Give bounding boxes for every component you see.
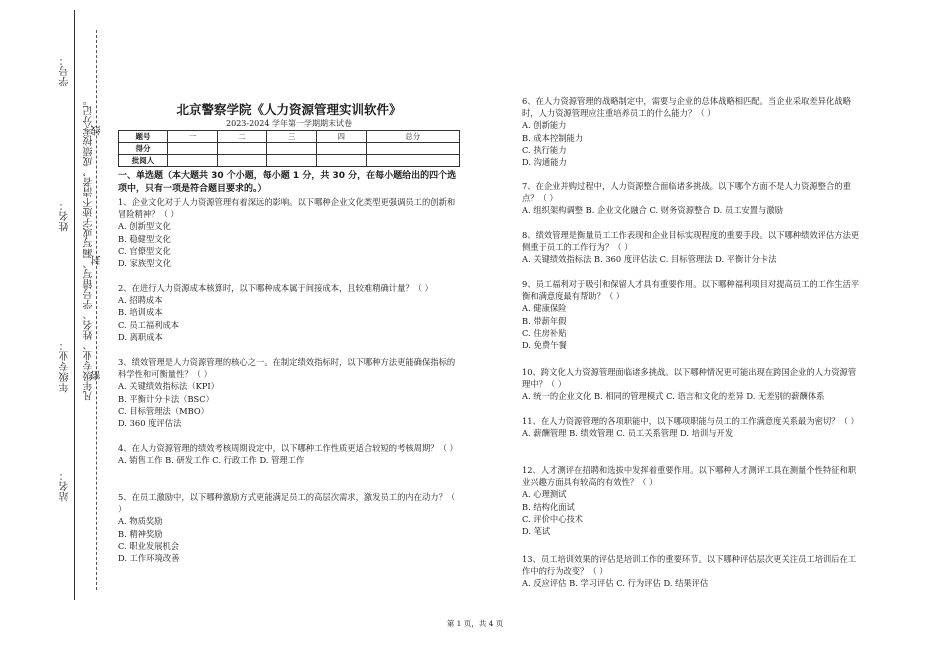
question-10: [522, 366, 864, 403]
question-13: [522, 553, 864, 590]
option: A. 关键绩效指标法（KPI）: [118, 381, 219, 392]
score-col-1: 一: [168, 131, 218, 143]
option: B. 稳健型文化: [118, 233, 171, 244]
option: A. 组织架构调整 B. 企业文化融合 C. 财务资源整合 D. 员工安置与激励: [522, 205, 783, 216]
option: D. 离职成本: [118, 331, 163, 342]
name-label: 姓名：: [60, 200, 71, 232]
option: A. 薪酬管理 B. 绩效管理 C. 员工关系管理 D. 培训与开发: [522, 428, 734, 439]
seal-word-xian: 线: [92, 125, 103, 136]
option: D. 笔试: [522, 526, 551, 537]
option: A. 反应评估 B. 学习评估 C. 行为评估 D. 结果评估: [522, 578, 709, 589]
option: A. 创新型文化: [118, 221, 171, 232]
option: D. 免费午餐: [522, 340, 567, 351]
option: B. 带薪年假: [522, 315, 567, 326]
binding-strip: [0, 0, 110, 672]
question-stem: 3、绩效管理是人力资源管理的核心之一。在制定绩效指标时，以下哪种方法更能确保指标的科学性和可衡量性？（ ）: [118, 357, 456, 380]
page-footer: 第 1 页，共 4 页: [446, 619, 504, 628]
option: D. 家族型文化: [118, 258, 172, 269]
question-stem: 13、员工培训效果的评估是培训工作的重要环节。以下哪种评估层次更关注员工培训后在工作中的行为改变？（ ）: [522, 554, 857, 577]
option: B. 平衡计分卡法（BSC）: [118, 393, 214, 404]
question-9: [522, 278, 864, 351]
score-cell: [267, 143, 317, 155]
option: D. 360 度评估法: [118, 418, 182, 429]
question-11: [522, 415, 864, 439]
option: A. 关键绩效指标法 B. 360 度评估法 C. 目标管理法 D. 平衡计分卡法: [522, 254, 777, 265]
reviewer-cell: [316, 155, 366, 167]
question-4: [118, 442, 460, 466]
exam-no-label: 学号：: [60, 55, 71, 87]
option: C. 目标管理法（MBO）: [118, 405, 209, 416]
question-7: [522, 180, 864, 217]
question-stem: 6、在人力资源管理的战略制定中，需要与企业的总体战略相匹配。当企业采取差异化战略时，人力资源管理应注重培养员工的什么能力？（ ）: [522, 96, 851, 119]
station-label: 站名：: [60, 470, 71, 502]
exam-title: 北京警察学院《人力资源管理实训软件》: [176, 102, 402, 117]
option: A. 销售工作 B. 研发工作 C. 行政工作 D. 管理工作: [118, 455, 305, 466]
question-stem: 9、员工福利对于吸引和保留人才具有重要作用。以下哪种福利项目对提高员工的工作生活平衡和满意度最有帮助？（ ）: [522, 279, 860, 302]
option: B. 结构化面试: [522, 501, 575, 512]
grade-label: 年级专业：: [60, 340, 71, 393]
option: D. 工作环境改善: [118, 553, 180, 564]
score-col-4: 四: [316, 131, 366, 143]
reviewer-row-label: 批阅人: [119, 155, 168, 167]
question-12: [522, 464, 864, 537]
question-6: [522, 95, 864, 168]
score-row-label: 得分: [119, 143, 168, 155]
option: C. 执行能力: [522, 144, 567, 155]
score-col-total: 总分: [366, 131, 460, 143]
reviewer-cell: [366, 155, 460, 167]
question-stem: 5、在员工激励中，以下哪种激励方式更能满足员工的高层次需求，激发员工的内在动力？（ ）: [118, 492, 456, 515]
score-header-cell: 题号: [119, 131, 168, 143]
option: C. 官僚型文化: [118, 245, 171, 256]
question-stem: 4、在人力资源管理的绩效考核周期设定中，以下哪种工作性质更适合较短的考核周期？（ ）: [118, 443, 458, 453]
question-1: [118, 196, 460, 269]
question-3: [118, 356, 460, 429]
question-stem: 11、在人力资源管理的各项职能中，以下哪项职能与员工的工作满意度关系最为密切？（ ）: [522, 416, 859, 426]
question-stem: 10、跨文化人力资源管理面临诸多挑战。以下哪种情况更可能出现在跨国企业的人力资源管理中？（ ）: [522, 367, 857, 390]
option: A. 心理测试: [522, 489, 567, 500]
binding-notice: 凡年级专业、姓名、学号错写、漏写或字迹不清者，成绩按零分记。: [84, 95, 95, 401]
score-col-3: 三: [267, 131, 317, 143]
reviewer-row: [119, 155, 460, 167]
reviewer-cell: [217, 155, 267, 167]
score-cell: [366, 143, 460, 155]
score-cell: [168, 143, 218, 155]
seal-solid-line: [74, 10, 75, 600]
option: B. 成本控制能力: [522, 132, 584, 143]
option: C. 员工福利成本: [118, 319, 180, 330]
section-heading: 一、单选题（本大题共 30 个小题，每小题 1 分，共 30 分，在每小题给出的四个选项中，只有一项是符合题目要求的。）: [118, 171, 457, 194]
score-table-header-row: [119, 131, 460, 143]
score-cell: [316, 143, 366, 155]
score-table: [118, 130, 460, 167]
option: B. 培训成本: [118, 307, 163, 318]
option: A. 物质奖励: [118, 516, 163, 527]
option: A. 招聘成本: [118, 295, 163, 306]
question-8: [522, 229, 864, 266]
question-stem: 8、绩效管理是衡量员工工作表现和企业目标实现程度的重要手段。以下哪种绩效评估方法更侧重于员工的工作行为？（ ）: [522, 230, 860, 253]
option: A. 健康保险: [522, 303, 567, 314]
seal-word-feng: 封: [92, 255, 103, 266]
reviewer-cell: [168, 155, 218, 167]
option: B. 精神奖励: [118, 528, 163, 539]
reviewer-cell: [267, 155, 317, 167]
question-stem: 2、在进行人力资源成本核算时，以下哪种成本属于间接成本，且较难精确计量？（ ）: [118, 283, 433, 293]
option: C. 职业发展机会: [118, 540, 180, 551]
option: D. 沟通能力: [522, 157, 567, 168]
exam-subtitle: 2023-2024 学年第一学期期末试卷: [226, 119, 352, 128]
option: A. 创新能力: [522, 120, 567, 131]
question-2: [118, 282, 460, 343]
score-row: [119, 143, 460, 155]
question-5: [118, 491, 460, 564]
option: C. 评价中心技术: [522, 513, 584, 524]
question-stem: 7、在企业并购过程中，人力资源整合面临诸多挑战。以下哪个方面不是人力资源整合的重点？（ ）: [522, 181, 851, 204]
question-stem: 1、企业文化对于人力资源管理有着深远的影响。以下哪种企业文化类型更强调员工的创新和冒险精神？（ ）: [118, 197, 456, 220]
score-col-2: 二: [217, 131, 267, 143]
option: A. 统一的企业文化 B. 相同的管理模式 C. 语言和文化的差异 D. 无差别的薪酬体系: [522, 391, 825, 402]
score-cell: [217, 143, 267, 155]
option: C. 住房补贴: [522, 327, 567, 338]
question-stem: 12、人才测评在招聘和选拔中发挥着重要作用。以下哪种人才测评工具在测量个性特征和职业兴趣方面具有较高的有效性？（ ）: [522, 465, 857, 488]
seal-word-mi: 密: [92, 370, 103, 381]
